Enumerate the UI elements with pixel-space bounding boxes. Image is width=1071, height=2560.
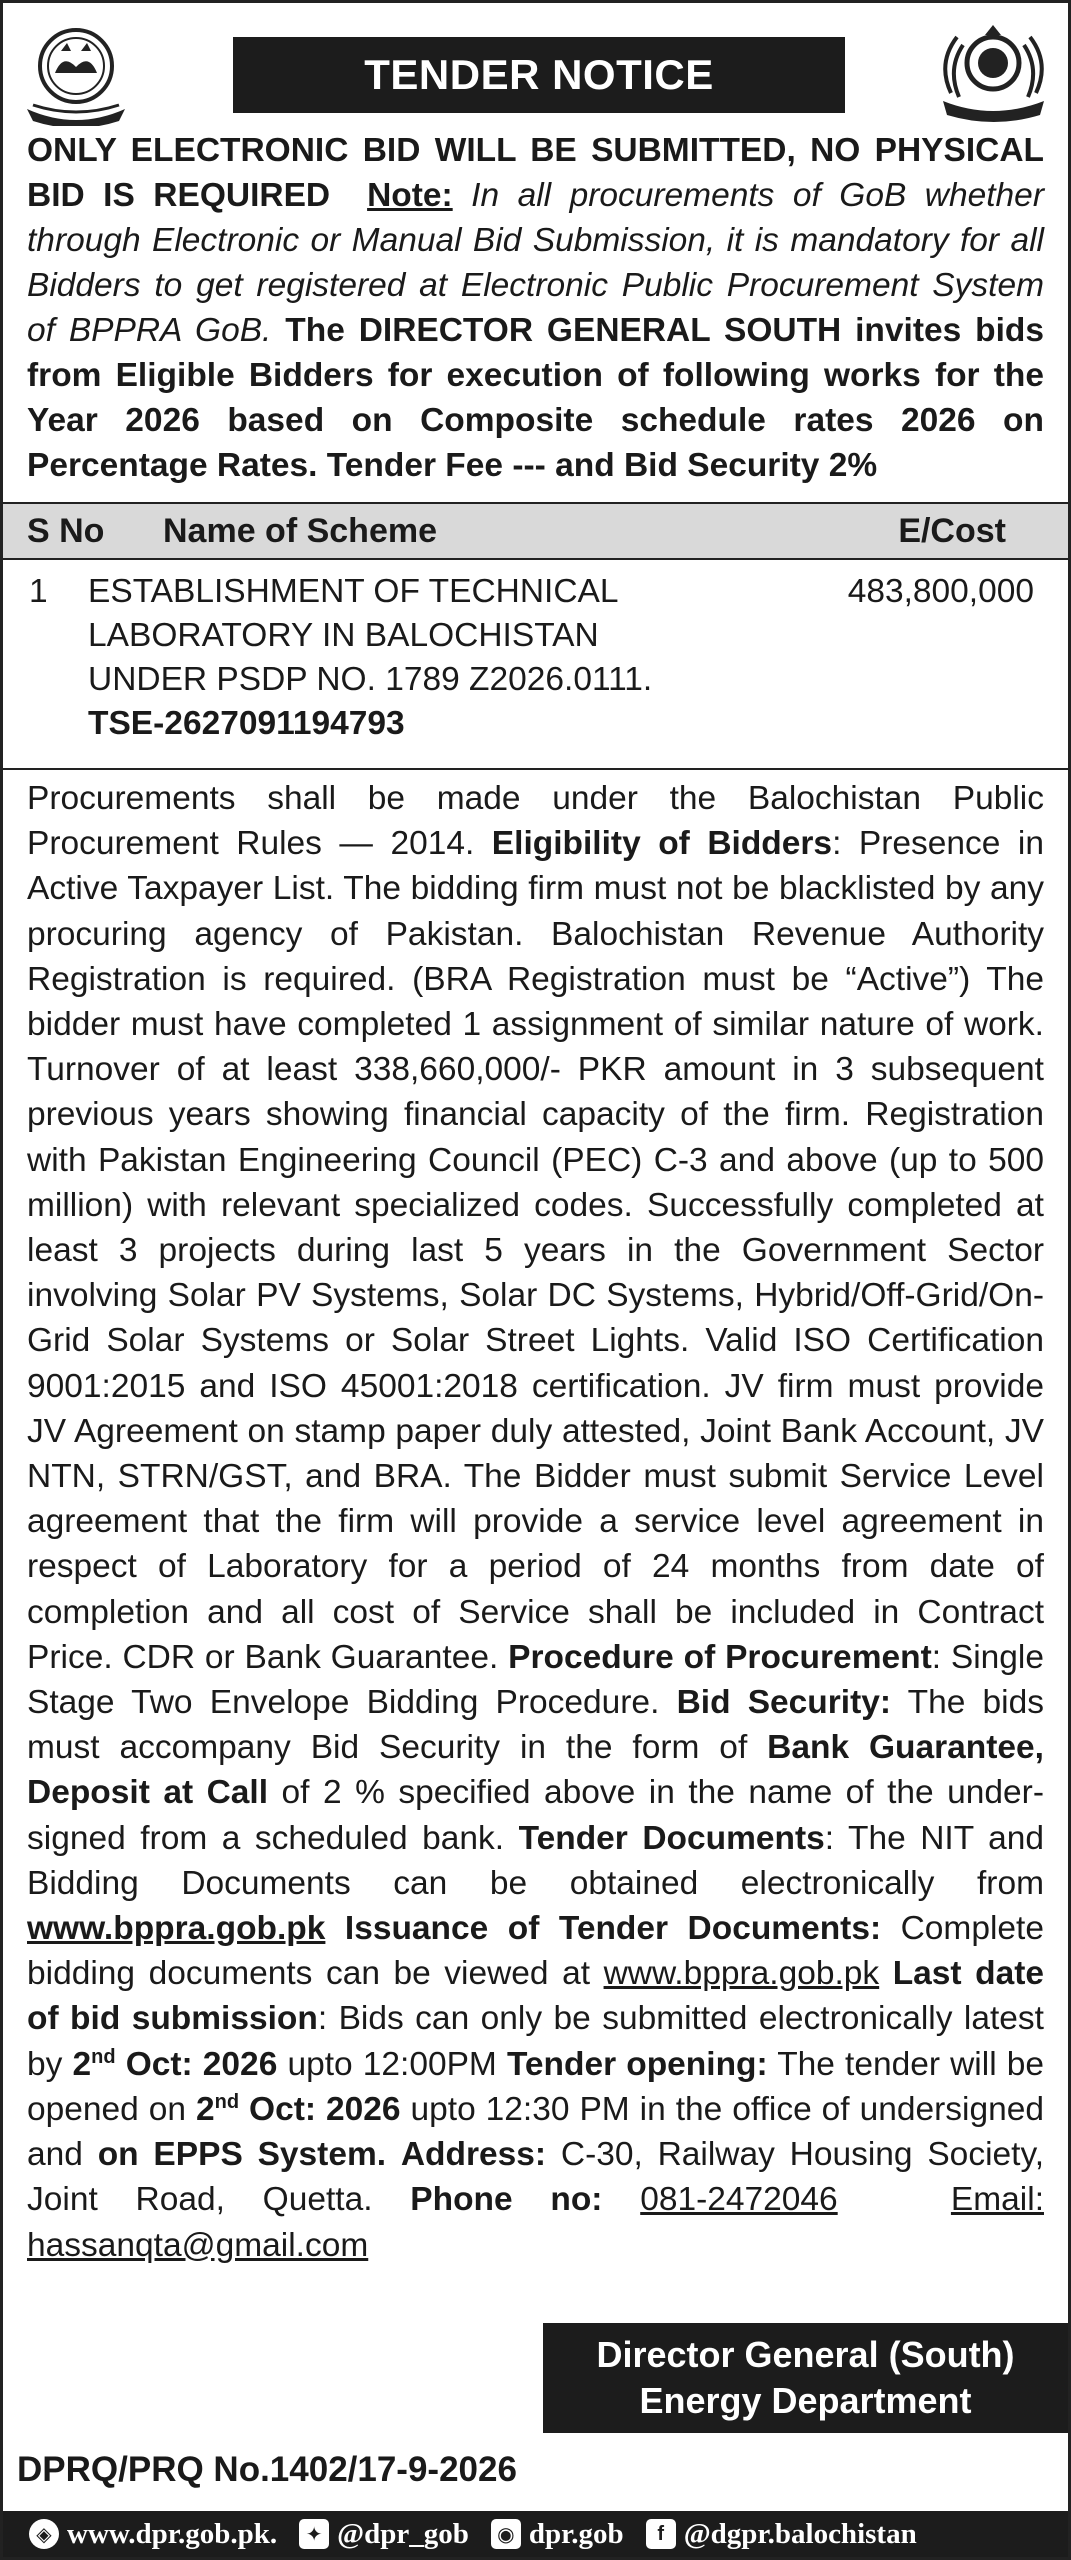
row-sno: 1 <box>29 573 48 610</box>
facebook-text: @dgpr.balochistan <box>683 2517 917 2550</box>
column-header-cost: E/Cost <box>898 511 1006 550</box>
epps-system: on EPPS System. <box>97 2136 387 2174</box>
phone-label: Phone no: <box>410 2181 603 2219</box>
electronic-bid-statement: ONLY ELECTRONIC BID WILL BE SUBMITTED, NO PHYSICAL BID IS REQUIRED <box>27 132 1044 214</box>
procedure-text: : Single Stage Two Envelope Bidding Procedure. <box>27 1638 1044 1722</box>
last-date-text: : Bids can only be submitted electronically latest by <box>27 2000 1044 2083</box>
last-date-day: 2 <box>72 2045 92 2083</box>
page-title: TENDER NOTICE <box>233 37 845 113</box>
bppra-link[interactable]: www.bppra.gob.pk <box>27 1910 326 1948</box>
last-date-value <box>73 2046 278 2083</box>
instagram-text: dpr.gob <box>528 2517 624 2550</box>
row-scheme-name <box>88 570 708 746</box>
last-date-month: Oct: 2026 <box>125 2045 278 2083</box>
column-header-name: Name of Scheme <box>163 511 437 550</box>
twitter-text: @dpr_gob <box>337 2517 469 2550</box>
note-label: Note: <box>367 177 453 214</box>
row-estimated-cost: 483,800,000 <box>847 573 1034 610</box>
issuance-label: Issuance of Tender Documents: <box>344 1910 882 1948</box>
bppra-link-2[interactable]: www.bppra.gob.pk <box>603 1955 880 1993</box>
opening-month: Oct: 2026 <box>249 2090 401 2128</box>
balochistan-government-logo <box>17 21 135 126</box>
tender-opening-text: The tender will be opened on <box>27 2045 1045 2128</box>
procurement-rules-text: Procurements shall be made under the Balochistan Public Procurement Rules — 2014. <box>27 780 1044 863</box>
bid-security-text-2: of 2 % specified above in the name of the under-signed from a scheduled bank. <box>27 1774 1044 1857</box>
tender-documents-text: : The NIT and Bidding Documents can be obtained electronically from <box>27 1819 1044 1902</box>
email-address[interactable]: hassanqta@gmail.com <box>27 2226 369 2264</box>
scheme-table <box>3 502 1068 770</box>
signatory-title: Director General (South) <box>596 2334 1015 2375</box>
twitter-icon: ✦ <box>299 2519 329 2549</box>
tender-documents-label: Tender Documents <box>518 1819 825 1857</box>
intro-paragraph <box>3 128 1068 488</box>
eligibility-text: : Presence in Active Taxpayer List. The bidding firm must not be blacklisted by any procuring agency of Pakistan. Balochistan Revenue Authority Registration is required. (BRA Registration must be “Active”) The bidder must have completed 1 assignment of similar nature of work. Turnover of at least 338,660,000/- PKR amount in 3 subsequent previous years showing financial capacity of the firm. Registration with Pakistan Engineering Council (PEC) C-3 and above (up to 500 million) with relevant specialized codes. Successfully completed at least 3 projects during last 5 years in the Government Sector involving Solar PV Systems, Solar DC Systems, Hybrid/Off-Grid/On-Grid Solar Systems or Solar Street Lights. Valid ISO Certification 9001:2015 and ISO 45001:2018 certification. JV firm must provide JV Agreement on stamp paper duly attested, Joint Bank Account, JV NTN, STRN/GST, and BRA. The Bidder must submit Service Level agreement that the firm will provide a service level agreement in respect of Laboratory for a period of 24 months from date of completion and all cost of Service shall be included in Contract Price. CDR or Bank Guarantee. <box>27 825 1044 1676</box>
globe-icon: ◈ <box>29 2519 59 2549</box>
social-twitter[interactable] <box>299 2518 469 2551</box>
header <box>3 3 1068 128</box>
tender-opening-text-2: upto 12:30 PM in the office of undersigned and <box>27 2090 1044 2174</box>
bid-security-label: Bid Security: <box>676 1684 892 1722</box>
opening-day: 2 <box>195 2090 215 2128</box>
terms-paragraph <box>3 770 1068 2268</box>
table-row <box>3 560 1068 768</box>
column-header-sno: S No <box>27 511 105 550</box>
facebook-icon: f <box>646 2519 676 2549</box>
tender-opening-label: Tender opening: <box>506 2045 768 2083</box>
address-text: C-30, Railway Housing Society, Joint Road, Quetta. <box>27 2136 1045 2219</box>
tender-opening-date <box>196 2091 401 2128</box>
last-date-suffix: nd <box>91 2045 116 2068</box>
social-bar <box>3 2511 1068 2557</box>
opening-suffix: nd <box>214 2090 240 2113</box>
social-instagram[interactable] <box>491 2518 624 2551</box>
tse-number: TSE-2627091194793 <box>88 705 405 742</box>
energy-department-logo <box>931 21 1056 126</box>
signature-block <box>543 2323 1068 2433</box>
address-label: Address: <box>400 2136 547 2174</box>
website-text: www.dpr.gob.pk. <box>67 2517 278 2550</box>
invitation-text: The DIRECTOR GENERAL SOUTH invites bids from Eligible Bidders for execution of following works for the Year 2026 based on Composite schedule rates 2026 on Percentage Rates. Tender Fee --- and Bid Security 2% <box>27 312 1044 484</box>
issuance-text: Complete bidding documents can be viewed at <box>27 1910 1044 1993</box>
table-header <box>3 504 1068 560</box>
signatory-department: Energy Department <box>639 2380 972 2421</box>
bid-security-form: Bank Guarantee, Deposit at Call <box>27 1729 1044 1812</box>
reference-number: DPRQ/PRQ No.1402/17-9-2026 <box>17 2450 517 2489</box>
note-text: In all procurements of GoB whether through Electronic or Manual Bid Submission, it is mandatory for all Bidders to get registered at Electronic Public Procurement System of BPPRA GoB. <box>27 177 1044 349</box>
instagram-icon: ◉ <box>491 2519 521 2549</box>
scheme-name-text: ESTABLISHMENT OF TECHNICAL LABORATORY IN BALOCHISTAN UNDER PSDP NO. 1789 Z2026.0111. <box>88 573 653 698</box>
email-label: Email: <box>950 2181 1044 2219</box>
procedure-label: Procedure of Procurement <box>508 1638 932 1676</box>
bid-security-text: The bids must accompany Bid Security in the form of <box>27 1684 1044 1767</box>
social-facebook[interactable] <box>646 2518 917 2551</box>
eligibility-label: Eligibility of Bidders <box>491 825 833 863</box>
last-date-label: Last date of bid submission <box>27 1955 1044 2038</box>
last-date-time: upto 12:00PM <box>287 2045 497 2083</box>
social-website[interactable] <box>29 2518 277 2551</box>
phone-number[interactable]: 081-2472046 <box>640 2181 838 2219</box>
